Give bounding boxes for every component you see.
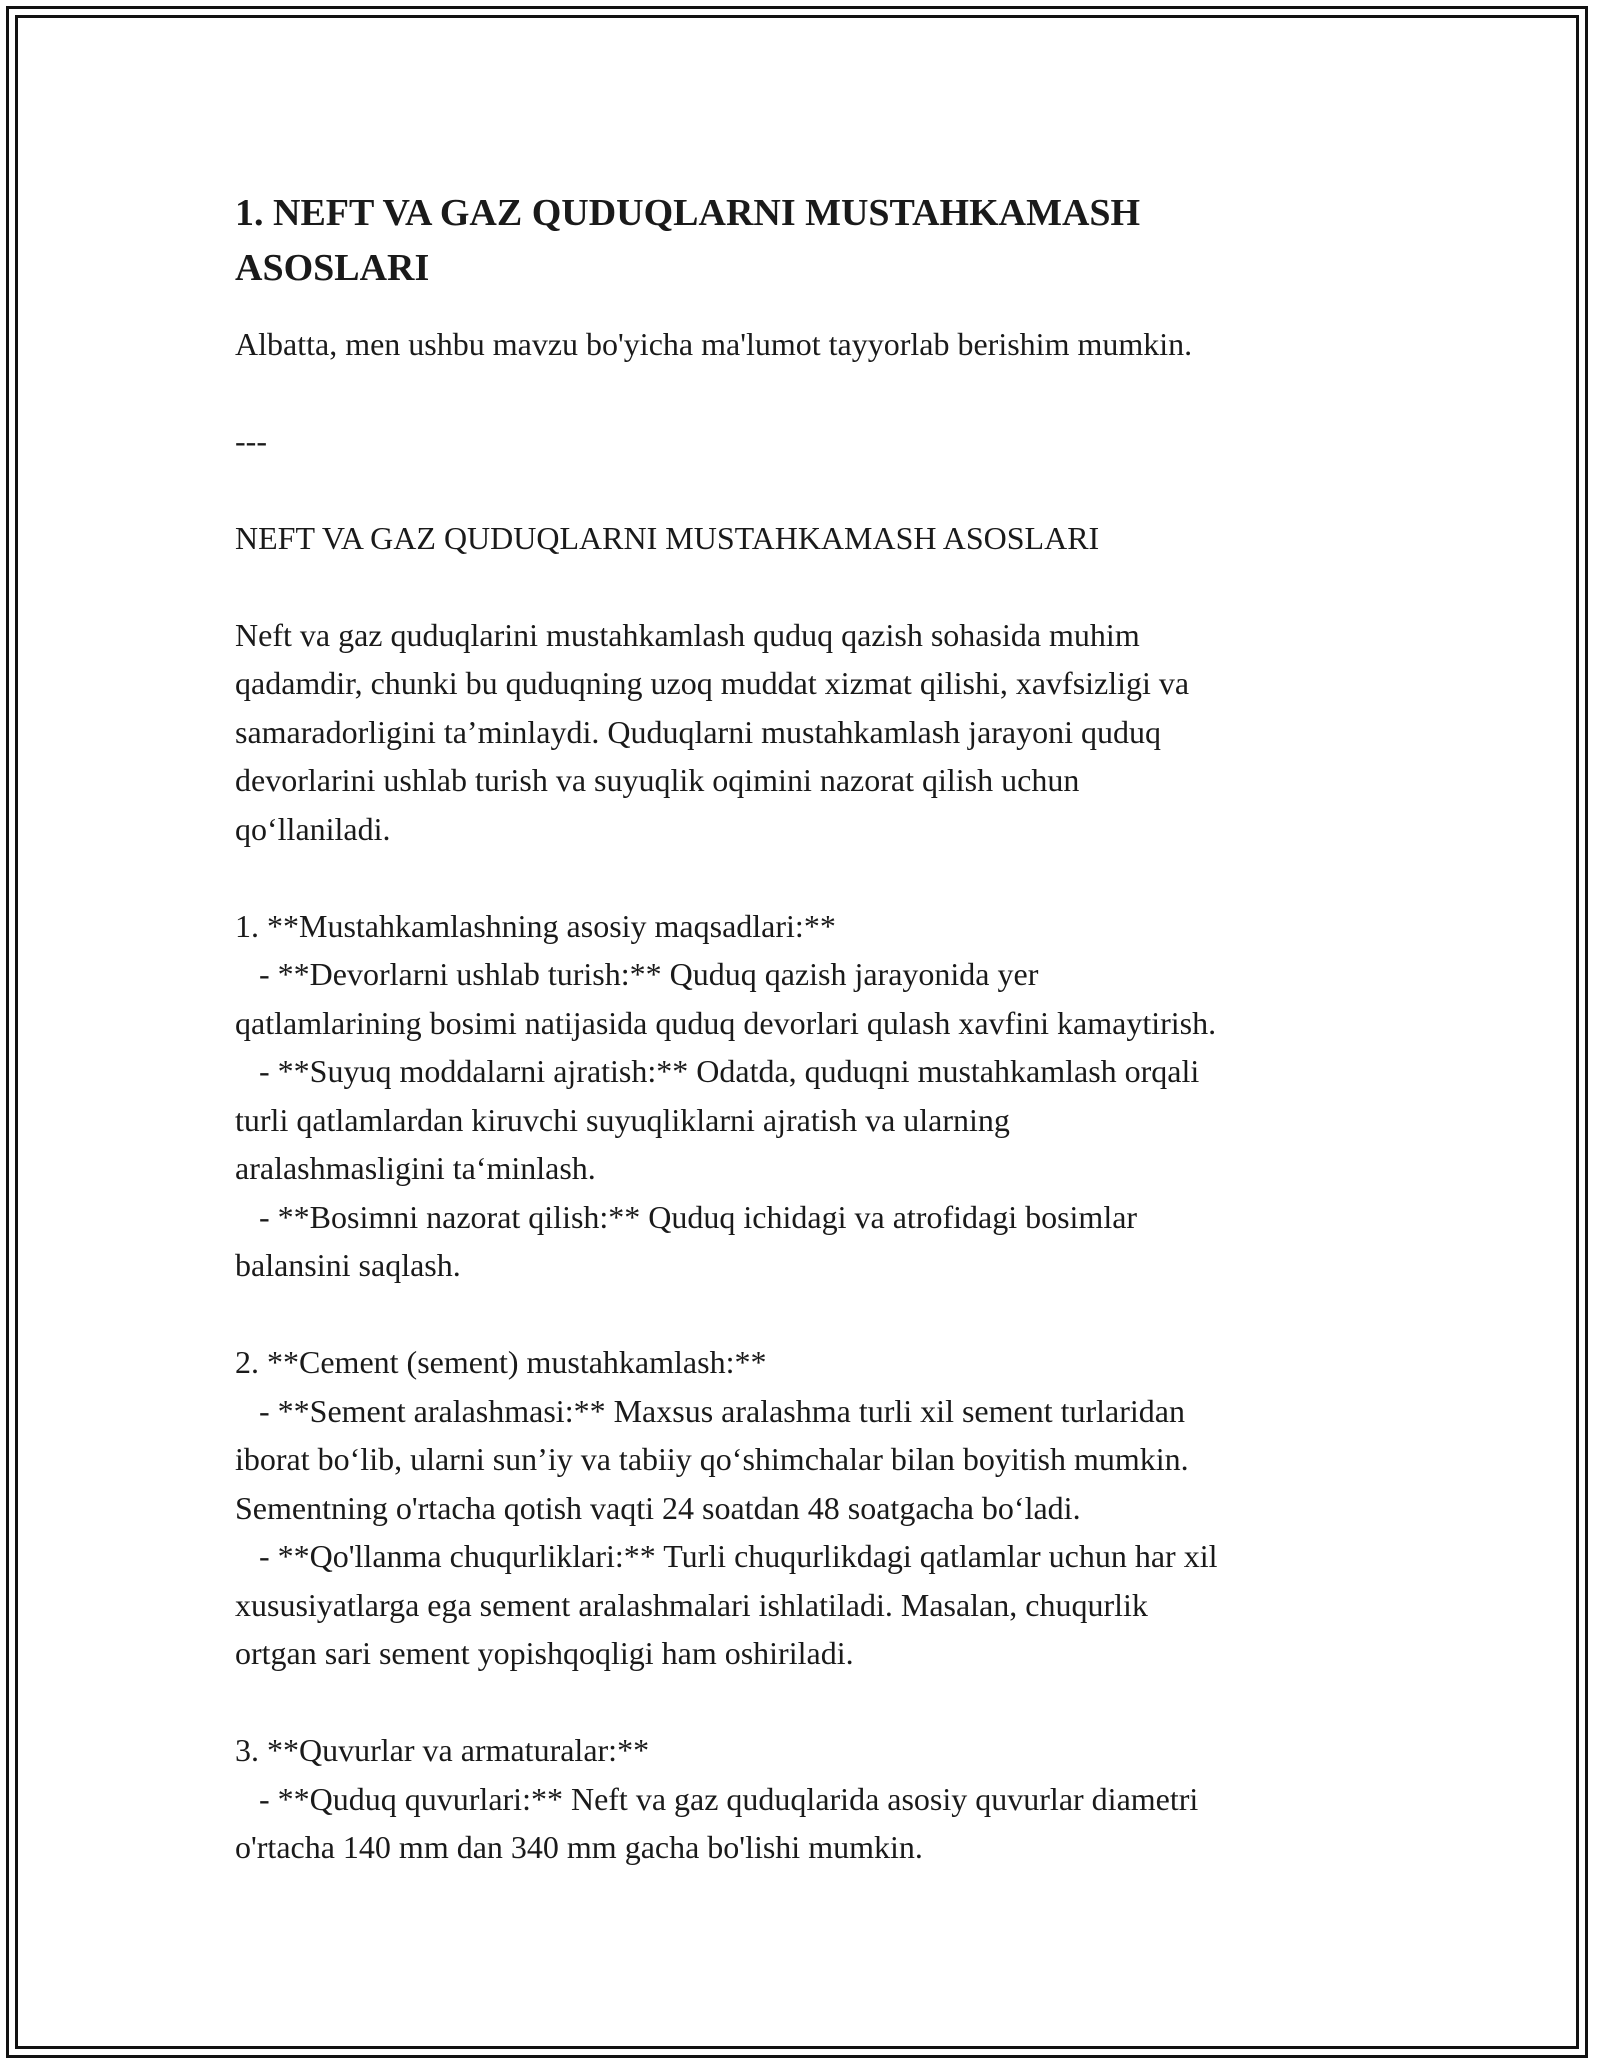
list-item-line: - **Sement aralashmasi:** Maxsus aralashma turli xil sement turlaridan bbox=[235, 1392, 1185, 1429]
text-line: Neft va gaz quduqlarini mustahkamlash quduq qazish sohasida muhim bbox=[235, 616, 1140, 653]
text-line: qo‘llaniladi. bbox=[235, 810, 391, 847]
list-item-line: turli qatlamlardan kiruvchi suyuqliklarni ajratish va ularning bbox=[235, 1101, 1010, 1138]
document-title bbox=[235, 186, 1375, 296]
list-item-line: - **Qo'llanma chuqurliklari:** Turli chuqurlikdagi qatlamlar uchun har xil bbox=[235, 1538, 1218, 1574]
list-item-line: - **Devorlarni ushlab turish:** Quduq qazish jarayonida yer bbox=[235, 956, 1039, 992]
text-line: devorlarini ushlab turish va suyuqlik oqimini nazorat qilish uchun bbox=[235, 762, 1080, 798]
list-item-line: - **Bosimni nazorat qilish:** Quduq ichidagi va atrofidagi bosimlar bbox=[235, 1198, 1138, 1235]
separator: --- bbox=[235, 422, 267, 459]
list-item-line: iborat bo‘lib, ularni sun’iy va tabiiy qo‘shimchalar bilan boyitish mumkin. bbox=[235, 1441, 1189, 1477]
list-item-line: - **Quduq quvurlari:** Neft va gaz quduqlarida asosiy quvurlar diametri bbox=[235, 1780, 1199, 1817]
list-section-2 bbox=[235, 1338, 1375, 1678]
document-body bbox=[235, 186, 1375, 1872]
list-heading: 3. **Quvurlar va armaturalar:** bbox=[235, 1732, 650, 1768]
list-item-line: balansini saqlash. bbox=[235, 1247, 461, 1283]
intro-text: Albatta, men ushbu mavzu bo'yicha ma'lumot tayyorlab berishim mumkin. bbox=[235, 326, 1193, 362]
list-item-line: ortgan sari sement yopishqoqligi ham oshiriladi. bbox=[235, 1635, 854, 1671]
text-line: samaradorligini ta’minlaydi. Quduqlarni mustahkamlash jarayoni quduq bbox=[235, 713, 1162, 750]
list-item-line: Sementning o'rtacha qotish vaqti 24 soatdan 48 soatgacha bo‘ladi. bbox=[235, 1489, 1081, 1526]
title-line: 1. NEFT VA GAZ QUDUQLARNI MUSTAHKAMASH bbox=[235, 192, 1141, 234]
list-section-3 bbox=[235, 1726, 1375, 1872]
list-item-line: o'rtacha 140 mm dan 340 mm gacha bo'lishi mumkin. bbox=[235, 1829, 923, 1865]
text-line: qadamdir, chunki bu quduqning uzoq muddat xizmat qilishi, xavfsizligi va bbox=[235, 665, 1190, 701]
list-heading: 1. **Mustahkamlashning asosiy maqsadlari:** bbox=[235, 907, 836, 944]
list-section-1 bbox=[235, 902, 1375, 1290]
intro-paragraph bbox=[235, 611, 1375, 854]
list-item-line: - **Suyuq moddalarni ajratish:** Odatda, quduqni mustahkamlash orqali bbox=[235, 1053, 1200, 1089]
list-item-line: qatlamlarining bosimi natijasida quduq devorlari qulash xavfini kamaytirish. bbox=[235, 1004, 1217, 1041]
list-heading: 2. **Cement (sement) mustahkamlash:** bbox=[235, 1344, 767, 1380]
list-item-line: xususiyatlarga ega sement aralashmalari ishlatiladi. Masalan, chuqurlik bbox=[235, 1586, 1148, 1623]
list-item-line: aralashmasligini ta‘minlash. bbox=[235, 1150, 596, 1186]
section-title: NEFT VA GAZ QUDUQLARNI MUSTAHKAMASH ASOSLARI bbox=[235, 519, 1100, 556]
title-line: ASOSLARI bbox=[235, 247, 430, 289]
